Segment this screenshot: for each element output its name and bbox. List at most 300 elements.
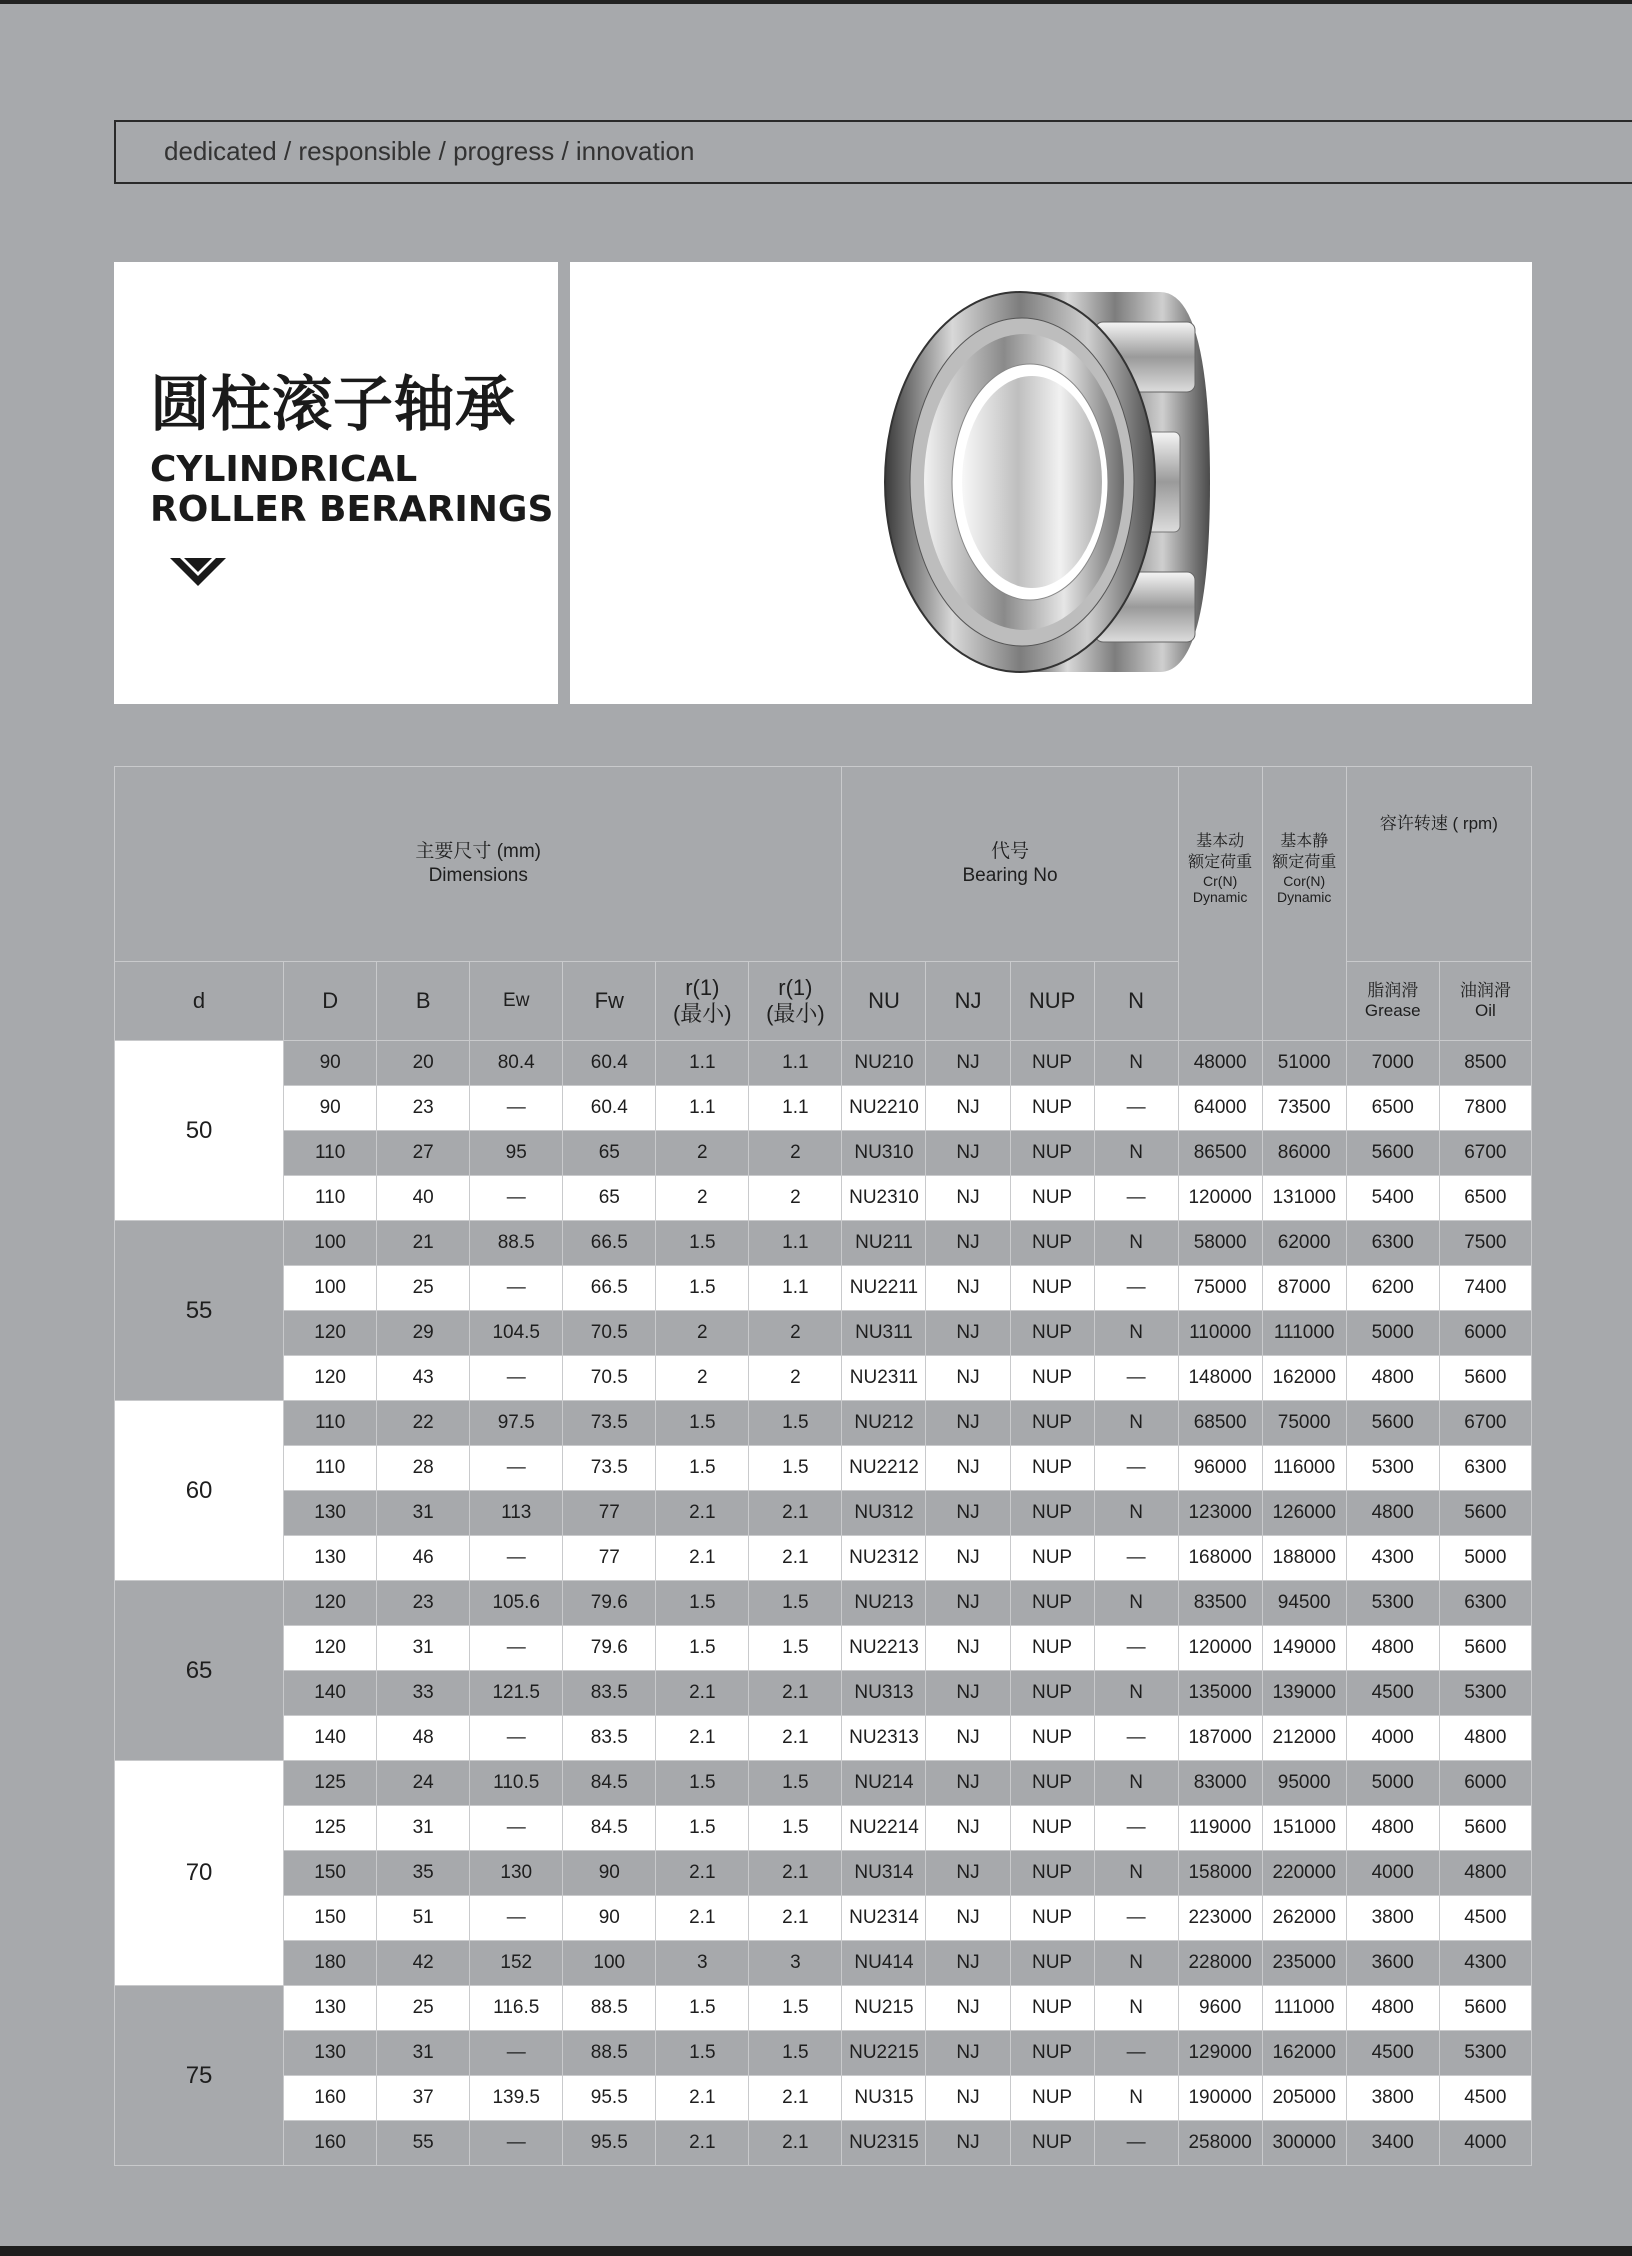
bore-diameter-cell: 60	[115, 1401, 284, 1581]
table-cell: 1.5	[656, 1986, 749, 2031]
table-cell: 5600	[1439, 1986, 1531, 2031]
table-row	[115, 1266, 1532, 1311]
col-NU: NU	[842, 962, 926, 1041]
table-cell: 5000	[1346, 1761, 1439, 1806]
table-cell: 80.4	[470, 1041, 563, 1086]
table-row	[115, 1896, 1532, 1941]
table-cell: 1.5	[656, 1806, 749, 1851]
table-cell: 5300	[1346, 1446, 1439, 1491]
table-cell: 65	[563, 1131, 656, 1176]
table-cell: 95.5	[563, 2121, 656, 2166]
table-cell: NU2211	[842, 1266, 926, 1311]
col-grease	[1346, 962, 1439, 1041]
english-title	[150, 450, 553, 530]
table-cell: 1.5	[656, 1266, 749, 1311]
table-cell: 110	[284, 1446, 377, 1491]
table-cell: 6500	[1439, 1176, 1531, 1221]
table-cell: 6000	[1439, 1761, 1531, 1806]
col-oil	[1439, 962, 1531, 1041]
table-cell: 95000	[1262, 1761, 1346, 1806]
table-cell: 188000	[1262, 1536, 1346, 1581]
table-cell: 83500	[1178, 1581, 1262, 1626]
table-cell: 3600	[1346, 1941, 1439, 1986]
table-cell: 96000	[1178, 1446, 1262, 1491]
table-cell: 187000	[1178, 1716, 1262, 1761]
table-cell: 2.1	[749, 2076, 842, 2121]
table-cell: 6300	[1346, 1221, 1439, 1266]
col-r1-a	[656, 962, 749, 1041]
table-cell: NJ	[926, 1581, 1010, 1626]
table-cell: N	[1094, 1491, 1178, 1536]
table-cell: NUP	[1010, 1311, 1094, 1356]
table-cell: 23	[377, 1086, 470, 1131]
table-cell: NU2314	[842, 1896, 926, 1941]
table-cell: NJ	[926, 1266, 1010, 1311]
table-cell: NJ	[926, 1221, 1010, 1266]
table-row	[115, 1176, 1532, 1221]
speed-header: 容许转速 ( rpm)	[1346, 767, 1531, 962]
table-cell: NU212	[842, 1401, 926, 1446]
table-cell: NUP	[1010, 1761, 1094, 1806]
table-cell: —	[1094, 1536, 1178, 1581]
table-cell: —	[1094, 1086, 1178, 1131]
table-row	[115, 1086, 1532, 1131]
table-cell: 25	[377, 1986, 470, 2031]
table-cell: NU2315	[842, 2121, 926, 2166]
table-cell: NJ	[926, 2076, 1010, 2121]
table-cell: NUP	[1010, 1491, 1094, 1536]
english-title-line2: ROLLER BERARINGS	[150, 489, 554, 530]
static-load-header-cn1: 基本静	[1280, 833, 1329, 850]
table-cell: 139.5	[470, 2076, 563, 2121]
table-cell: 51000	[1262, 1041, 1346, 1086]
table-cell: NUP	[1010, 1086, 1094, 1131]
dimensions-header	[115, 767, 842, 962]
table-cell: N	[1094, 1671, 1178, 1716]
table-cell: 130	[284, 2031, 377, 2076]
table-cell: NJ	[926, 1401, 1010, 1446]
table-cell: NJ	[926, 1491, 1010, 1536]
table-cell: 139000	[1262, 1671, 1346, 1716]
table-cell: —	[470, 1086, 563, 1131]
table-cell: 2.1	[749, 2121, 842, 2166]
table-cell: 60.4	[563, 1086, 656, 1131]
table-cell: 84.5	[563, 1806, 656, 1851]
table-cell: 100	[284, 1221, 377, 1266]
table-cell: N	[1094, 1986, 1178, 2031]
table-cell: NJ	[926, 1806, 1010, 1851]
table-cell: NUP	[1010, 1986, 1094, 2031]
table-cell: 160	[284, 2076, 377, 2121]
table-cell: 120	[284, 1581, 377, 1626]
table-cell: 4800	[1346, 1491, 1439, 1536]
table-cell: 29	[377, 1311, 470, 1356]
table-cell: N	[1094, 1311, 1178, 1356]
table-cell: NU213	[842, 1581, 926, 1626]
table-cell: 120000	[1178, 1176, 1262, 1221]
table-cell: NJ	[926, 1176, 1010, 1221]
table-cell: 7400	[1439, 1266, 1531, 1311]
table-cell: 123000	[1178, 1491, 1262, 1536]
table-row	[115, 1221, 1532, 1266]
table-cell: 88.5	[470, 1221, 563, 1266]
table-cell: NU2213	[842, 1626, 926, 1671]
table-cell: NJ	[926, 1131, 1010, 1176]
table-cell: 2.1	[749, 1536, 842, 1581]
table-row	[115, 2076, 1532, 2121]
table-cell: 20	[377, 1041, 470, 1086]
table-cell: NJ	[926, 2031, 1010, 2076]
table-cell: 4300	[1346, 1536, 1439, 1581]
table-cell: 6300	[1439, 1581, 1531, 1626]
table-cell: 31	[377, 1806, 470, 1851]
col-B: B	[377, 962, 470, 1041]
table-cell: 65	[563, 1176, 656, 1221]
table-cell: 73.5	[563, 1401, 656, 1446]
col-oil-cn: 油润滑	[1459, 981, 1511, 1000]
table-cell: 223000	[1178, 1896, 1262, 1941]
table-cell: 4800	[1439, 1716, 1531, 1761]
table-cell: 125	[284, 1806, 377, 1851]
table-cell: —	[1094, 2121, 1178, 2166]
bottom-border	[0, 2246, 1632, 2256]
table-cell: 5600	[1439, 1806, 1531, 1851]
table-cell: NU314	[842, 1851, 926, 1896]
table-cell: 120000	[1178, 1626, 1262, 1671]
table-cell: 9600	[1178, 1986, 1262, 2031]
table-cell: —	[1094, 1896, 1178, 1941]
table-cell: 2.1	[749, 1716, 842, 1761]
table-cell: 5600	[1439, 1356, 1531, 1401]
table-cell: 5600	[1346, 1401, 1439, 1446]
static-load-header-cn2: 额定荷重	[1272, 854, 1337, 871]
table-cell: —	[470, 1176, 563, 1221]
table-cell: 77	[563, 1536, 656, 1581]
table-cell: 5000	[1439, 1536, 1531, 1581]
table-cell: 5400	[1346, 1176, 1439, 1221]
header-row-group	[115, 767, 1532, 962]
table-cell: N	[1094, 1851, 1178, 1896]
table-cell: 6200	[1346, 1266, 1439, 1311]
table-cell: NU310	[842, 1131, 926, 1176]
table-cell: NU312	[842, 1491, 926, 1536]
table-cell: 152	[470, 1941, 563, 1986]
table-cell: 7500	[1439, 1221, 1531, 1266]
table-cell: 62000	[1262, 1221, 1346, 1266]
bearing-no-header-cn: 代号	[991, 841, 1030, 862]
table-cell: 1.5	[656, 1581, 749, 1626]
table-cell: —	[1094, 1806, 1178, 1851]
table-cell: 58000	[1178, 1221, 1262, 1266]
table-cell: 1.1	[749, 1041, 842, 1086]
table-cell: N	[1094, 1401, 1178, 1446]
table-cell: NU2215	[842, 2031, 926, 2076]
table-cell: 33	[377, 1671, 470, 1716]
table-cell: 111000	[1262, 1986, 1346, 2031]
table-cell: NUP	[1010, 1446, 1094, 1491]
table-row	[115, 1806, 1532, 1851]
table-cell: NUP	[1010, 2121, 1094, 2166]
table-cell: NU414	[842, 1941, 926, 1986]
table-cell: —	[1094, 1266, 1178, 1311]
product-image-panel	[570, 262, 1532, 704]
table-cell: 8500	[1439, 1041, 1531, 1086]
table-cell: 2	[656, 1176, 749, 1221]
table-cell: 4000	[1346, 1716, 1439, 1761]
table-cell: 4500	[1346, 2031, 1439, 2076]
dimensions-header-cn: 主要尺寸 (mm)	[415, 841, 542, 862]
table-cell: 84.5	[563, 1761, 656, 1806]
table-cell: 110	[284, 1176, 377, 1221]
table-cell: NJ	[926, 1446, 1010, 1491]
table-cell: 31	[377, 2031, 470, 2076]
top-border	[0, 0, 1632, 4]
col-D: D	[284, 962, 377, 1041]
dynamic-load-header-en1: Cr(N)	[1203, 873, 1238, 889]
table-cell: 116.5	[470, 1986, 563, 2031]
table-cell: 262000	[1262, 1896, 1346, 1941]
table-cell: 5300	[1346, 1581, 1439, 1626]
table-cell: 31	[377, 1626, 470, 1671]
table-cell: 1.5	[656, 1446, 749, 1491]
table-cell: 205000	[1262, 2076, 1346, 2121]
bore-diameter-cell: 50	[115, 1041, 284, 1221]
table-cell: 162000	[1262, 1356, 1346, 1401]
table-cell: 190000	[1178, 2076, 1262, 2121]
table-cell: 104.5	[470, 1311, 563, 1356]
table-cell: 90	[563, 1896, 656, 1941]
table-cell: 2.1	[656, 1716, 749, 1761]
table-cell: 1.5	[749, 2031, 842, 2076]
table-cell: 148000	[1178, 1356, 1262, 1401]
table-cell: 4300	[1439, 1941, 1531, 1986]
table-cell: NU2312	[842, 1536, 926, 1581]
table-cell: 116000	[1262, 1446, 1346, 1491]
table-row	[115, 1536, 1532, 1581]
bore-diameter-cell: 65	[115, 1581, 284, 1761]
table-cell: 6500	[1346, 1086, 1439, 1131]
table-cell: —	[470, 1806, 563, 1851]
table-row	[115, 2121, 1532, 2166]
table-cell: 1.5	[656, 2031, 749, 2076]
table-cell: 150	[284, 1896, 377, 1941]
table-cell: 27	[377, 1131, 470, 1176]
table-cell: —	[470, 1446, 563, 1491]
table-cell: 70.5	[563, 1356, 656, 1401]
table-cell: NU210	[842, 1041, 926, 1086]
table-cell: 95	[470, 1131, 563, 1176]
table-cell: 4500	[1439, 2076, 1531, 2121]
table-row	[115, 1401, 1532, 1446]
table-cell: NU2311	[842, 1356, 926, 1401]
table-cell: NUP	[1010, 1716, 1094, 1761]
table-cell: NUP	[1010, 1941, 1094, 1986]
table-cell: 77	[563, 1491, 656, 1536]
table-cell: 1.1	[749, 1266, 842, 1311]
table-cell: 60.4	[563, 1041, 656, 1086]
table-cell: NUP	[1010, 1401, 1094, 1446]
table-cell: 23	[377, 1581, 470, 1626]
static-load-header-en1: Cor(N)	[1283, 873, 1326, 889]
bearing-no-header	[842, 767, 1178, 962]
table-cell: 24	[377, 1761, 470, 1806]
table-cell: 21	[377, 1221, 470, 1266]
table-cell: 129000	[1178, 2031, 1262, 2076]
table-cell: 90	[563, 1851, 656, 1896]
table-cell: NU2310	[842, 1176, 926, 1221]
table-cell: 2.1	[656, 1671, 749, 1716]
dynamic-load-header	[1178, 767, 1262, 1041]
table-cell: NUP	[1010, 1896, 1094, 1941]
table-cell: 180	[284, 1941, 377, 1986]
table-row	[115, 1356, 1532, 1401]
table-cell: 131000	[1262, 1176, 1346, 1221]
table-cell: 35	[377, 1851, 470, 1896]
col-NUP: NUP	[1010, 962, 1094, 1041]
table-cell: 2	[749, 1356, 842, 1401]
table-cell: 6700	[1439, 1401, 1531, 1446]
table-cell: 87000	[1262, 1266, 1346, 1311]
table-cell: 90	[284, 1041, 377, 1086]
table-cell: —	[470, 1626, 563, 1671]
triangle-down-icon	[170, 558, 226, 588]
table-cell: 100	[284, 1266, 377, 1311]
table-cell: 70.5	[563, 1311, 656, 1356]
table-cell: N	[1094, 2076, 1178, 2121]
col-Fw: Fw	[563, 962, 656, 1041]
table-cell: 2.1	[656, 1896, 749, 1941]
table-cell: NUP	[1010, 1671, 1094, 1716]
table-cell: 1.5	[749, 1806, 842, 1851]
dynamic-load-header-cn1: 基本动	[1196, 833, 1245, 850]
table-cell: NUP	[1010, 1266, 1094, 1311]
table-cell: 83000	[1178, 1761, 1262, 1806]
table-cell: 1.1	[656, 1041, 749, 1086]
table-cell: 1.5	[656, 1401, 749, 1446]
col-N: N	[1094, 962, 1178, 1041]
table-cell: NJ	[926, 1671, 1010, 1716]
table-cell: 2	[749, 1176, 842, 1221]
table-row	[115, 1671, 1532, 1716]
table-cell: 125	[284, 1761, 377, 1806]
table-row	[115, 1761, 1532, 1806]
table-cell: 68500	[1178, 1401, 1262, 1446]
table-cell: 3800	[1346, 1896, 1439, 1941]
table-cell: 1.5	[656, 1761, 749, 1806]
table-cell: NJ	[926, 1626, 1010, 1671]
table-cell: —	[470, 1536, 563, 1581]
table-cell: NJ	[926, 1041, 1010, 1086]
table-cell: NUP	[1010, 1041, 1094, 1086]
table-cell: N	[1094, 1941, 1178, 1986]
table-cell: 66.5	[563, 1266, 656, 1311]
tagline-bar	[114, 120, 1632, 184]
table-cell: NU211	[842, 1221, 926, 1266]
table-cell: 79.6	[563, 1581, 656, 1626]
table-cell: 3800	[1346, 2076, 1439, 2121]
table-cell: 2.1	[656, 1536, 749, 1581]
table-cell: 151000	[1262, 1806, 1346, 1851]
table-cell: 212000	[1262, 1716, 1346, 1761]
table-row	[115, 1851, 1532, 1896]
table-cell: NU214	[842, 1761, 926, 1806]
col-r1-b	[749, 962, 842, 1041]
table-cell: 4500	[1439, 1896, 1531, 1941]
col-NJ: NJ	[926, 962, 1010, 1041]
table-cell: 5600	[1439, 1491, 1531, 1536]
table-cell: 130	[470, 1851, 563, 1896]
table-cell: —	[1094, 1626, 1178, 1671]
table-cell: 1.5	[749, 1446, 842, 1491]
table-cell: 162000	[1262, 2031, 1346, 2076]
table-cell: 1.5	[656, 1221, 749, 1266]
table-cell: 88.5	[563, 2031, 656, 2076]
table-cell: 1.5	[749, 1626, 842, 1671]
table-cell: 1.1	[749, 1221, 842, 1266]
table-cell: NJ	[926, 1536, 1010, 1581]
english-title-line1: CYLINDRICAL	[150, 449, 418, 490]
static-load-header-en2: Dynamic	[1276, 889, 1332, 905]
col-grease-en: Grease	[1364, 1001, 1421, 1020]
table-cell: 22	[377, 1401, 470, 1446]
table-cell: NUP	[1010, 1851, 1094, 1896]
table-cell: 83.5	[563, 1671, 656, 1716]
table-cell: NU2212	[842, 1446, 926, 1491]
table-cell: 2.1	[656, 2121, 749, 2166]
table-row	[115, 1131, 1532, 1176]
table-cell: 235000	[1262, 1941, 1346, 1986]
table-cell: 51	[377, 1896, 470, 1941]
table-cell: NUP	[1010, 1806, 1094, 1851]
table-cell: NU2210	[842, 1086, 926, 1131]
table-row	[115, 1581, 1532, 1626]
table-cell: 140	[284, 1716, 377, 1761]
table-cell: 5300	[1439, 2031, 1531, 2076]
table-cell: NUP	[1010, 1176, 1094, 1221]
table-cell: NU2313	[842, 1716, 926, 1761]
table-row	[115, 2031, 1532, 2076]
table-row	[115, 1986, 1532, 2031]
col-Ew: Ew	[470, 962, 563, 1041]
table-cell: N	[1094, 1581, 1178, 1626]
table-cell: 110	[284, 1131, 377, 1176]
table-cell: 120	[284, 1626, 377, 1671]
table-cell: 2.1	[749, 1851, 842, 1896]
table-cell: 46	[377, 1536, 470, 1581]
table-cell: N	[1094, 1221, 1178, 1266]
table-cell: 6700	[1439, 1131, 1531, 1176]
table-cell: 3400	[1346, 2121, 1439, 2166]
table-cell: 2.1	[656, 2076, 749, 2121]
table-cell: 2	[656, 1311, 749, 1356]
dimensions-header-en: Dimensions	[428, 865, 528, 886]
table-row	[115, 1626, 1532, 1671]
table-cell: 111000	[1262, 1311, 1346, 1356]
table-cell: 1.5	[656, 1626, 749, 1671]
table-cell: 5300	[1439, 1671, 1531, 1716]
table-cell: —	[1094, 1356, 1178, 1401]
table-cell: N	[1094, 1761, 1178, 1806]
table-cell: 3	[749, 1941, 842, 1986]
table-cell: 110.5	[470, 1761, 563, 1806]
table-cell: NUP	[1010, 1536, 1094, 1581]
table-cell: —	[1094, 1446, 1178, 1491]
bore-diameter-cell: 55	[115, 1221, 284, 1401]
table-cell: 55	[377, 2121, 470, 2166]
table-cell: 2	[656, 1356, 749, 1401]
table-cell: 4800	[1346, 1986, 1439, 2031]
table-cell: NJ	[926, 1356, 1010, 1401]
